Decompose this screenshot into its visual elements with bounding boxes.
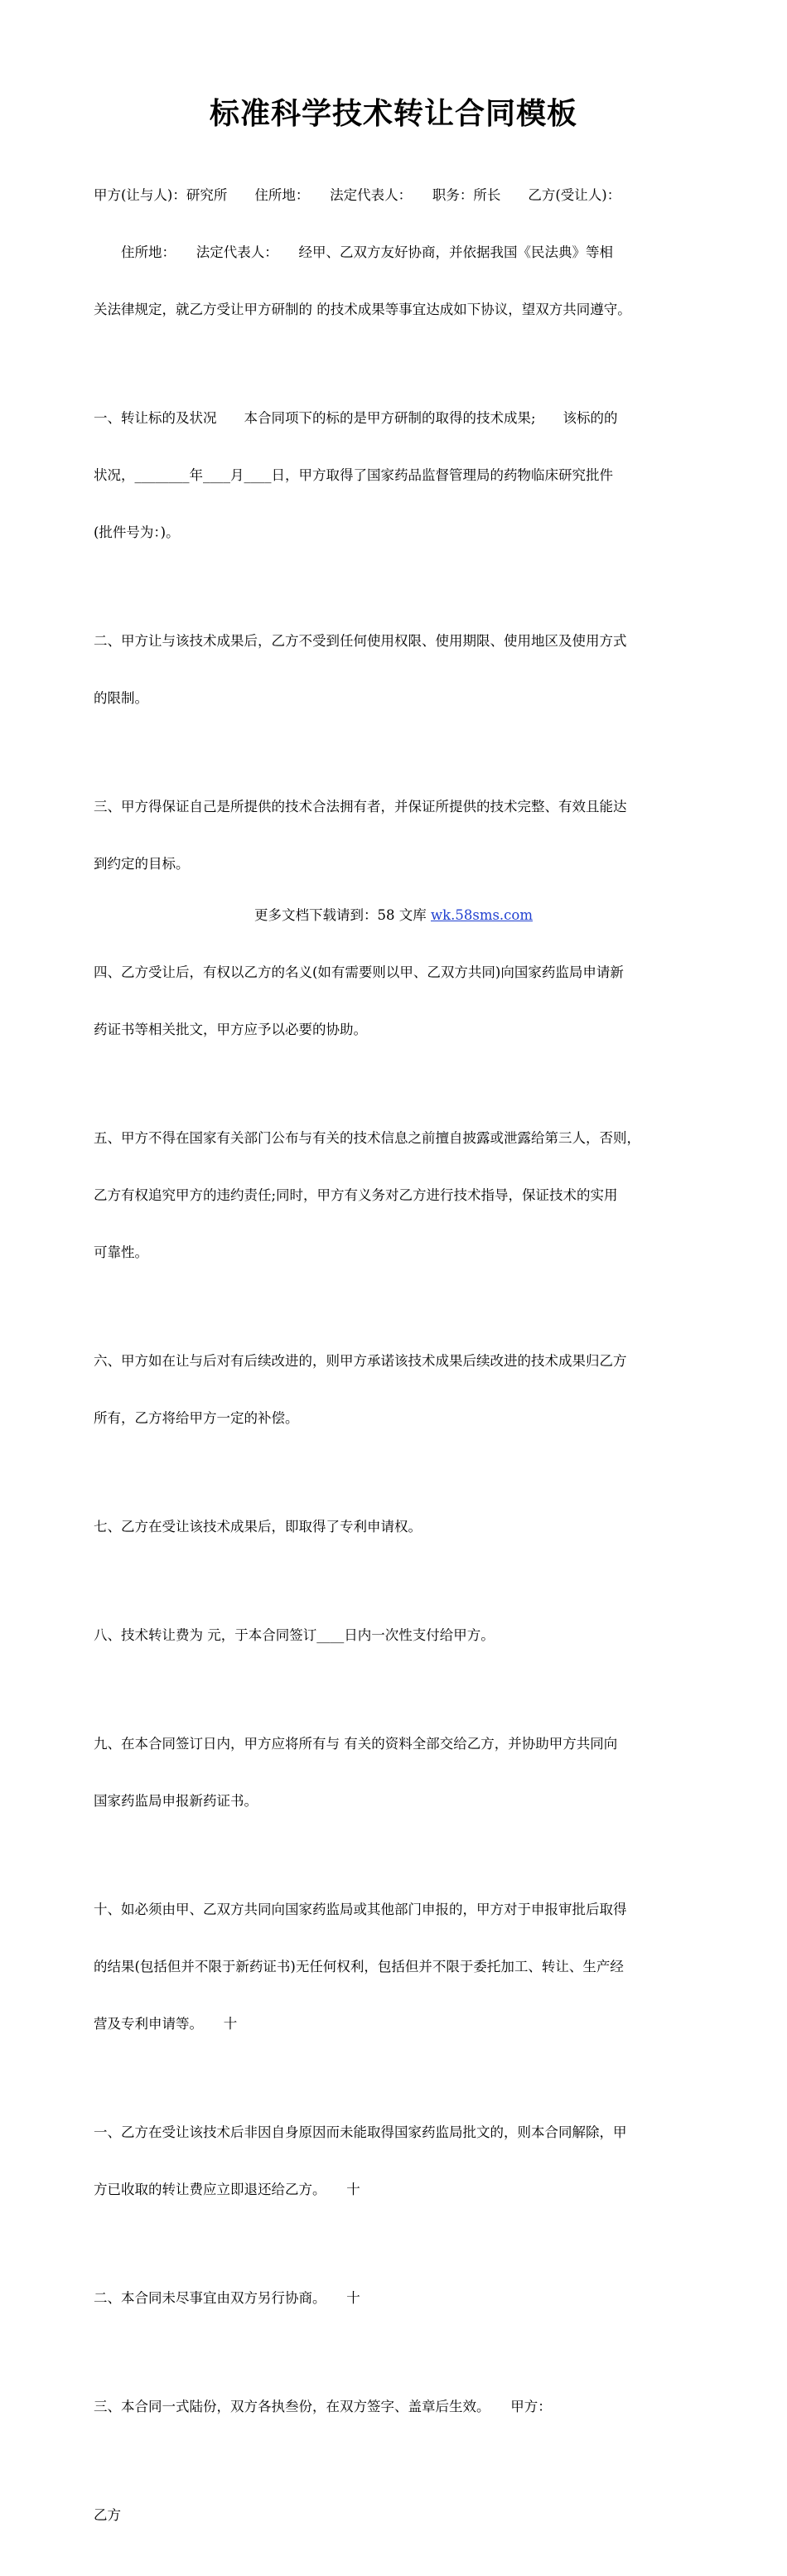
text-line: 七、乙方在受让该技术成果后，即取得了专利申请权。 [94, 1519, 422, 1534]
paragraph-clause-6 [94, 1313, 703, 1466]
text-line: 四、乙方受让后，有权以乙方的名义(如有需要则以甲、乙双方共同)向国家药监局申请新 [94, 964, 624, 980]
contract-body [94, 147, 703, 2576]
paragraph-clause-11 [94, 2085, 703, 2237]
paragraph-clause-3 [94, 759, 703, 911]
paragraph-clause-2 [94, 593, 703, 746]
text-line: 的限制。 [94, 690, 148, 706]
text-line: 状况，________年____月____日，甲方取得了国家药品监督管理局的药物临床研究批件 [94, 467, 613, 483]
text-line: 方已收取的转让费应立即退还给乙方。 十 [94, 2182, 360, 2197]
paragraph-clause-8 [94, 1588, 703, 1683]
text-line: 二、甲方让与该技术成果后，乙方不受到任何使用权限、使用期限、使用地区及使用方式 [94, 633, 627, 649]
text-line: 关法律规定，就乙方受让甲方研制的 的技术成果等事宜达成如下协议，望双方共同遵守。 [94, 302, 631, 317]
paragraph-clause-10 [94, 1862, 703, 2071]
text-line: 十、如必须由甲、乙双方共同向国家药监局或其他部门申报的，甲方对于申报审批后取得 [94, 1902, 627, 1917]
text-line: 可靠性。 [94, 1245, 148, 1260]
paragraph-clause-13 [94, 2359, 703, 2454]
paragraph-clause-4 [94, 925, 703, 1077]
text-line: 药证书等相关批文，甲方应予以必要的协助。 [94, 1022, 367, 1037]
footer-text: 更多文档下载请到：58 文库 [253, 907, 431, 923]
text-line: (批件号为：)。 [94, 524, 180, 540]
text-line: 三、甲方得保证自己是所提供的技术合法拥有者，并保证所提供的技术完整、有效且能达 [94, 799, 627, 814]
footer-link[interactable]: wk.58sms.com [430, 907, 533, 923]
text-line: 住所地： 法定代表人： 经甲、乙双方友好协商，并依据我国《民法典》等相 [94, 244, 613, 260]
paragraph-signature [94, 2467, 703, 2563]
text-line: 到约定的目标。 [94, 856, 190, 872]
paragraph-parties [94, 147, 703, 357]
paragraph-clause-7 [94, 1479, 703, 1574]
text-line: 九、在本合同签订日内，甲方应将所有与 有关的资料全部交给乙方，并协助甲方共同向 [94, 1736, 618, 1752]
paragraph-clause-9 [94, 1696, 703, 1849]
text-line: 八、技术转让费为 元，于本合同签订____日内一次性支付给甲方。 [94, 1627, 495, 1643]
text-line: 六、甲方如在让与后对有后续改进的，则甲方承诺该技术成果后续改进的技术成果归乙方 [94, 1353, 627, 1369]
text-line: 营及专利申请等。 十 [94, 2016, 238, 2032]
text-line: 三、本合同一式陆份，双方各执叁份，在双方签字、盖章后生效。 甲方： [94, 2399, 552, 2414]
text-line: 一、乙方在受让该技术后非因自身原因而未能取得国家药监局批文的，则本合同解除，甲 [94, 2124, 627, 2140]
paragraph-clause-12 [94, 2250, 703, 2346]
paragraph-clause-1 [94, 370, 703, 580]
text-line: 二、本合同未尽事宜由双方另行协商。 十 [94, 2290, 360, 2306]
text-line: 国家药监局申报新药证书。 [94, 1793, 258, 1809]
text-line: 乙方有权追究甲方的违约责任;同时，甲方有义务对乙方进行技术指导，保证技术的实用 [94, 1187, 618, 1203]
text-line: 甲方(让与人)：研究所 住所地： 法定代表人： 职务：所长 乙方(受让人)： [94, 187, 621, 203]
text-line: 乙方 [94, 2507, 121, 2523]
text-line: 五、甲方不得在国家有关部门公布与有关的技术信息之前擅自披露或泄露给第三人，否则， [94, 1130, 640, 1146]
paragraph-clause-5 [94, 1090, 703, 1300]
download-footer [0, 906, 787, 926]
text-line: 所有，乙方将给甲方一定的补偿。 [94, 1410, 299, 1426]
text-line: 一、转让标的及状况 本合同项下的标的是甲方研制的取得的技术成果; 该标的的 [94, 410, 618, 426]
document-title: 标准科学技术转让合同模板 [209, 96, 577, 131]
text-line: 的结果(包括但并不限于新药证书)无任何权利，包括但并不限于委托加工、转让、生产经 [94, 1959, 624, 1974]
